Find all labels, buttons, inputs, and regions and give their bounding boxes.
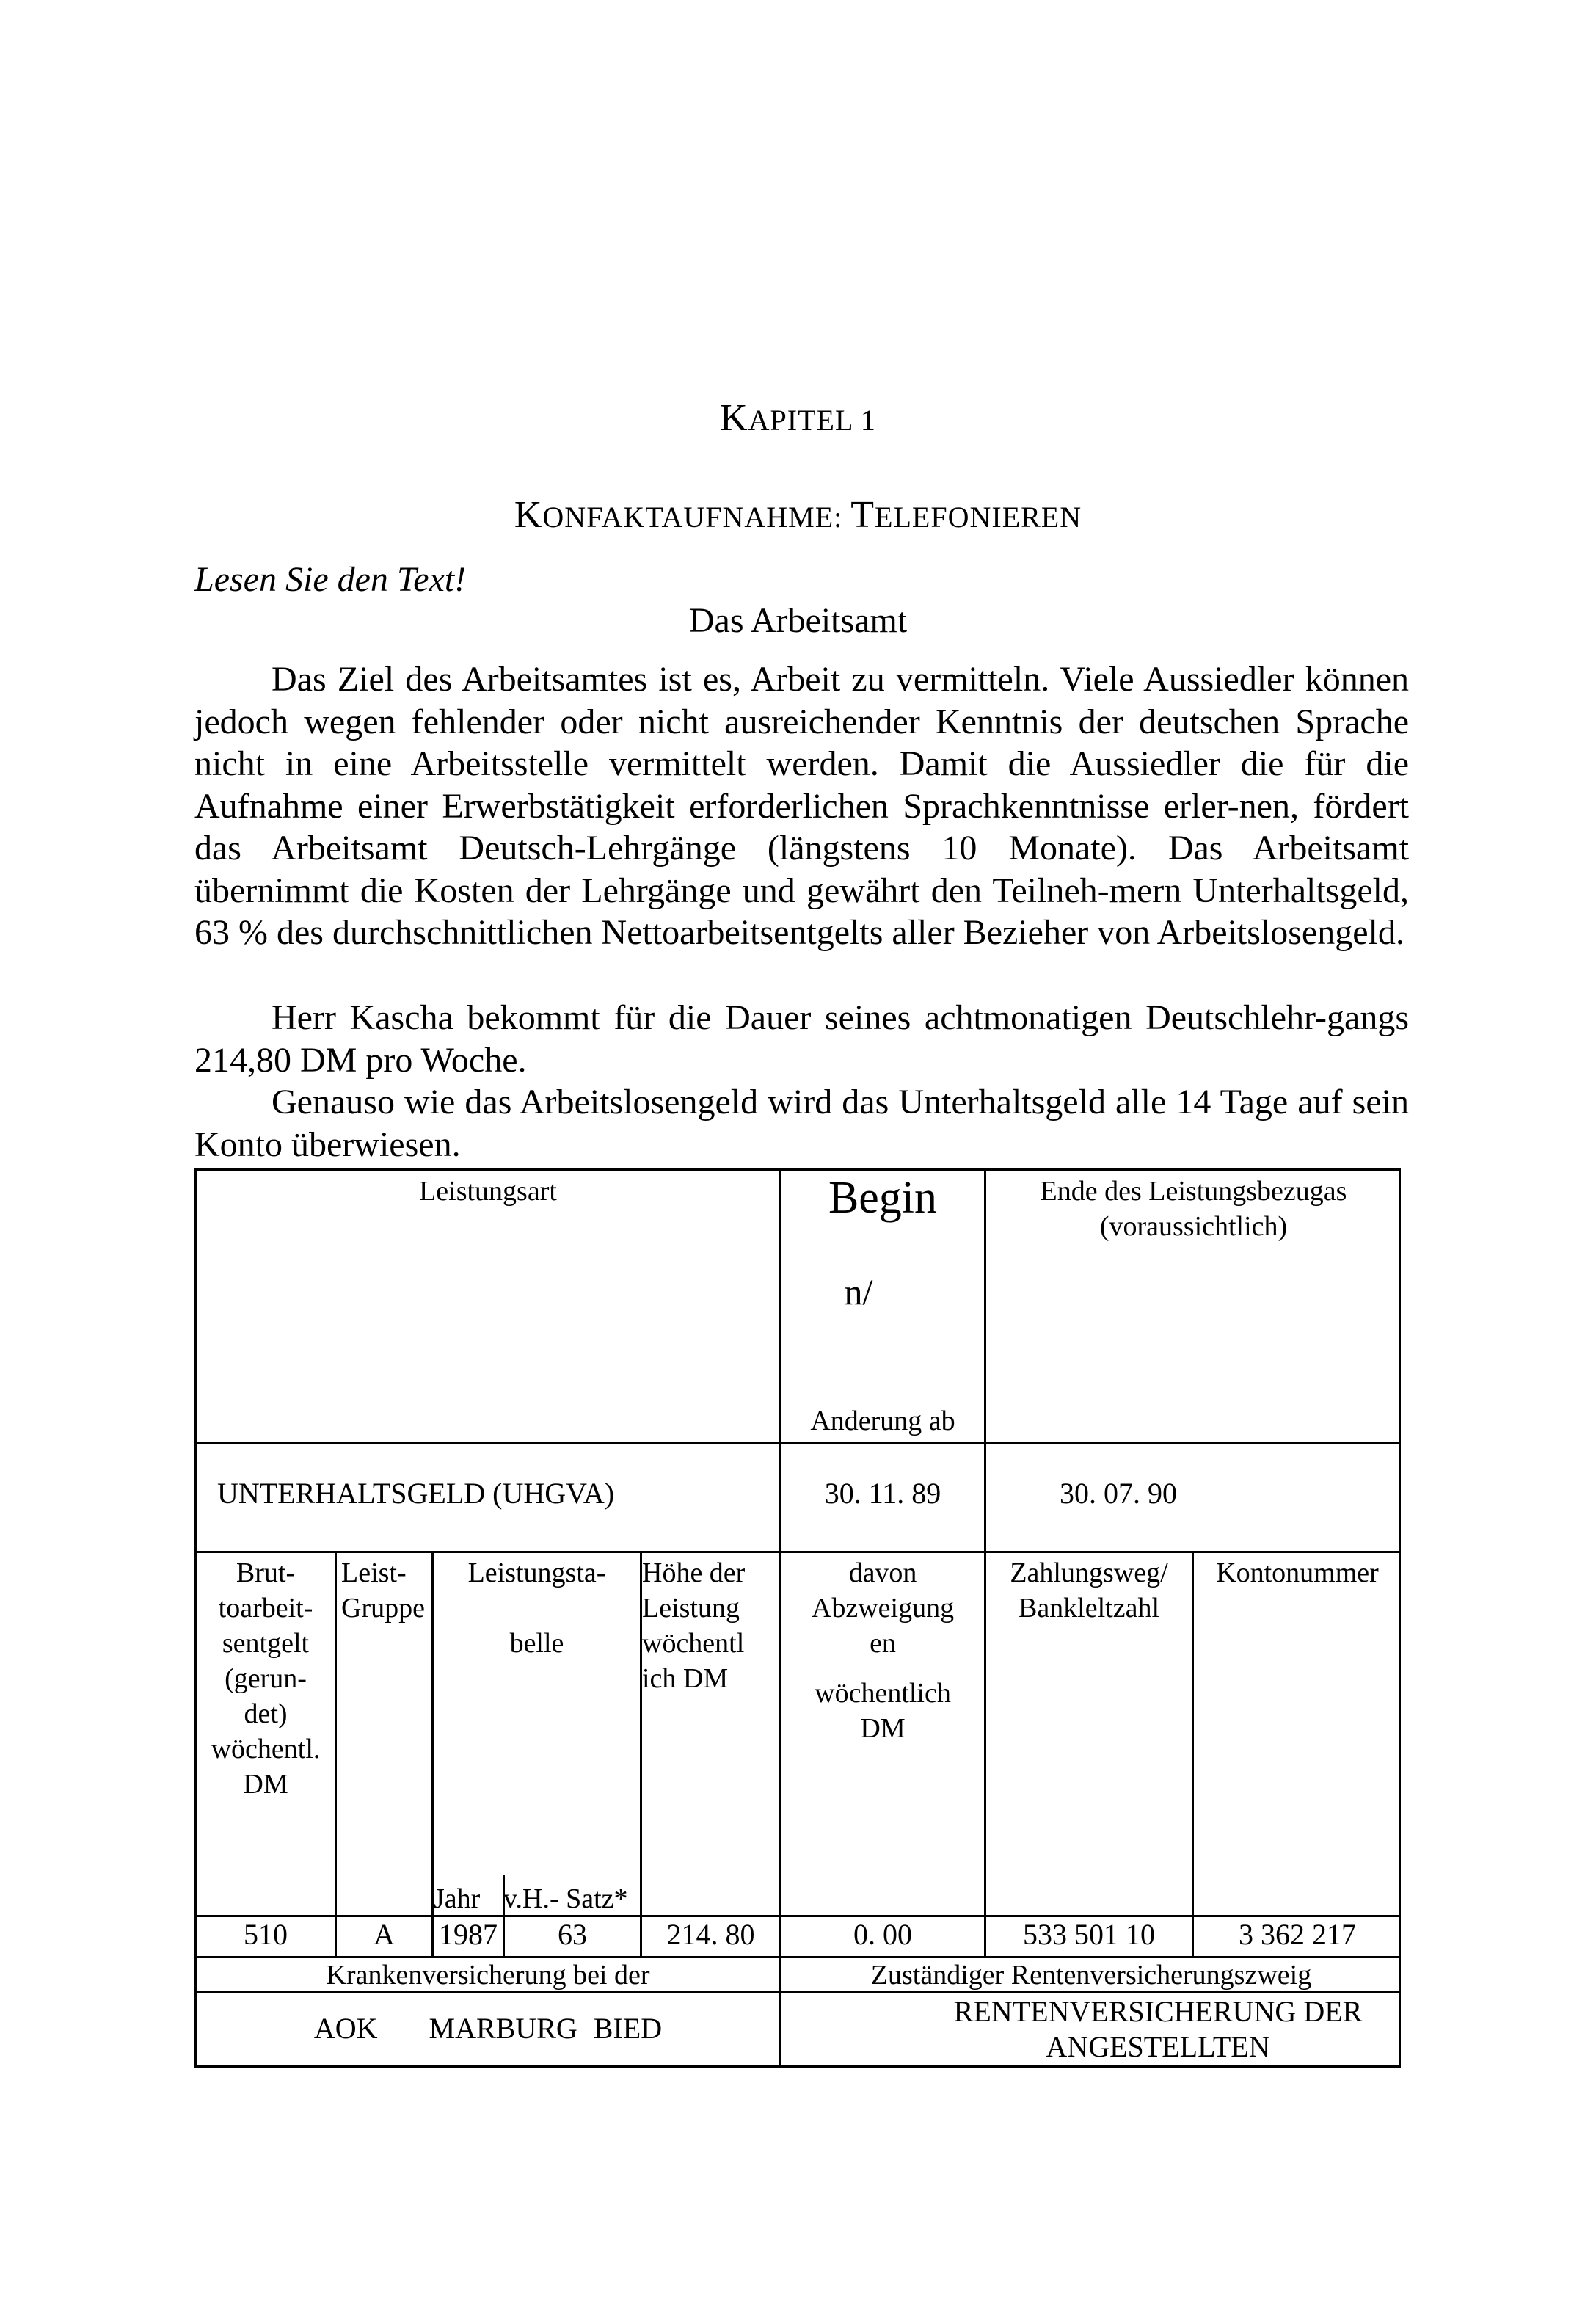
paragraph-1-text: Das Ziel des Arbeitsamtes ist es, Arbeit zu vermitteln. Viele Aussiedler können jedoch wegen fehlender oder nicht ausreichender Kenntnis der deutschen Sprache nicht in eine Arbeitsstelle vermittelt werden. Damit die Aussiedler die für die Aufnahme einer Erwerbstätigkeit erforderlichen Sprachkenntnisse erler-nen, fördert das Arbeitsamt Deutsch-Lehrgänge (längstens 10 Monate). Das Arbeitsamt übernimmt die Kosten der Lehrgänge und gewährt den Teilneh-mern Unterhaltsgeld, 63 % des durchschnittlichen Nettoarbeitsentgelts aller Bezieher von Arbeitslosengeld. xyxy=(194,660,1409,952)
satz-label: v.H.- Satz* xyxy=(503,1883,628,1914)
rv-value: RENTENVERSICHERUNG DER ANGESTELLTEN xyxy=(953,1995,1363,2063)
leistungsart-value: UNTERHALTSGELD (UHGVA) xyxy=(217,1477,615,1510)
gruppe-value: A xyxy=(374,1918,395,1951)
heading-t-rest: ELEFONIEREN xyxy=(875,501,1082,534)
abzweigung-value: 0. 00 xyxy=(853,1918,912,1951)
leistungsart-label: Leistungsart xyxy=(419,1176,557,1207)
heading-t: T xyxy=(850,494,875,536)
hoehe-value: 214. 80 xyxy=(666,1918,755,1951)
ende-value: 30. 07. 90 xyxy=(1060,1477,1177,1510)
konto-label: Kontonummer xyxy=(1216,1557,1379,1588)
kv-label: Krankenversicherung bei der xyxy=(326,1960,650,1991)
paragraph-3-text: Genauso wie das Arbeitslosengeld wird das Unterhaltsgeld alle 14 Tage auf sein Konto überwiesen. xyxy=(194,1083,1409,1164)
paragraph-1 xyxy=(194,658,1409,954)
benefit-table xyxy=(194,1168,1401,2068)
vline-brutto xyxy=(335,1551,337,1956)
rv-label: Zuständiger Rentenversicherungszweig xyxy=(870,1960,1312,1991)
begin-label-2: n/ xyxy=(844,1271,873,1312)
hoehe-label: Höhe der Leistung wöchentl ich DM xyxy=(642,1557,746,1694)
instruction: Lesen Sie den Text! xyxy=(194,560,467,599)
tabelle-label-1: Leistungsta- xyxy=(467,1557,606,1588)
paragraph-2-text: Herr Kascha bekommt für die Dauer seines achtmonatigen Deutschlehr-gangs 214,80 DM pro Woche. xyxy=(194,998,1409,1080)
zahlungsweg-label: Zahlungsweg/ Bankleltzahl xyxy=(1010,1557,1168,1624)
begin-label-1: Begin xyxy=(828,1173,938,1223)
hline-1 xyxy=(197,1442,1401,1444)
ende-label: Ende des Leistungsbezugas (voraussichtlich) xyxy=(1040,1176,1347,1242)
chapter-rest: APITEL 1 xyxy=(748,404,876,437)
jahr-value: 1987 xyxy=(439,1918,498,1951)
begin-label-3: Anderung ab xyxy=(810,1406,955,1436)
text-title: Das Arbeitsamt xyxy=(688,601,908,640)
section-heading xyxy=(0,493,1596,537)
satz-value: 63 xyxy=(558,1918,587,1951)
kv-value-1: AOK xyxy=(313,2012,378,2045)
gruppe-label: Leist- Gruppe xyxy=(341,1557,425,1624)
abzweigung-label-1: davon Abzweigung en xyxy=(811,1557,955,1659)
brutto-value: 510 xyxy=(244,1918,288,1951)
jahr-label: Jahr xyxy=(434,1883,481,1914)
brutto-label: Brut- toarbeit- sentgelt (gerun- det) wöchentl. DM xyxy=(211,1557,321,1800)
abzweigung-label-2: wöchentlich DM xyxy=(815,1678,951,1744)
chapter-title xyxy=(0,396,1596,440)
beginn-value: 30. 11. 89 xyxy=(824,1477,941,1510)
tabelle-label-2: belle xyxy=(509,1628,564,1659)
paragraph-2 xyxy=(194,997,1409,1081)
kv-value xyxy=(197,2011,779,2046)
chapter-initial: K xyxy=(720,397,748,439)
paragraph-3 xyxy=(194,1081,1409,1166)
kv-value-3: BIED xyxy=(593,2012,663,2045)
kv-value-2: MARBURG xyxy=(429,2012,577,2045)
konto-value: 3 362 217 xyxy=(1239,1918,1356,1951)
heading-k: K xyxy=(514,494,543,536)
heading-k-rest: ONFAKTAUFNAHME: xyxy=(542,501,851,534)
hline-2 xyxy=(197,1551,1401,1553)
vline-zahlungsweg xyxy=(1192,1551,1194,1956)
blz-value: 533 501 10 xyxy=(1023,1918,1155,1951)
